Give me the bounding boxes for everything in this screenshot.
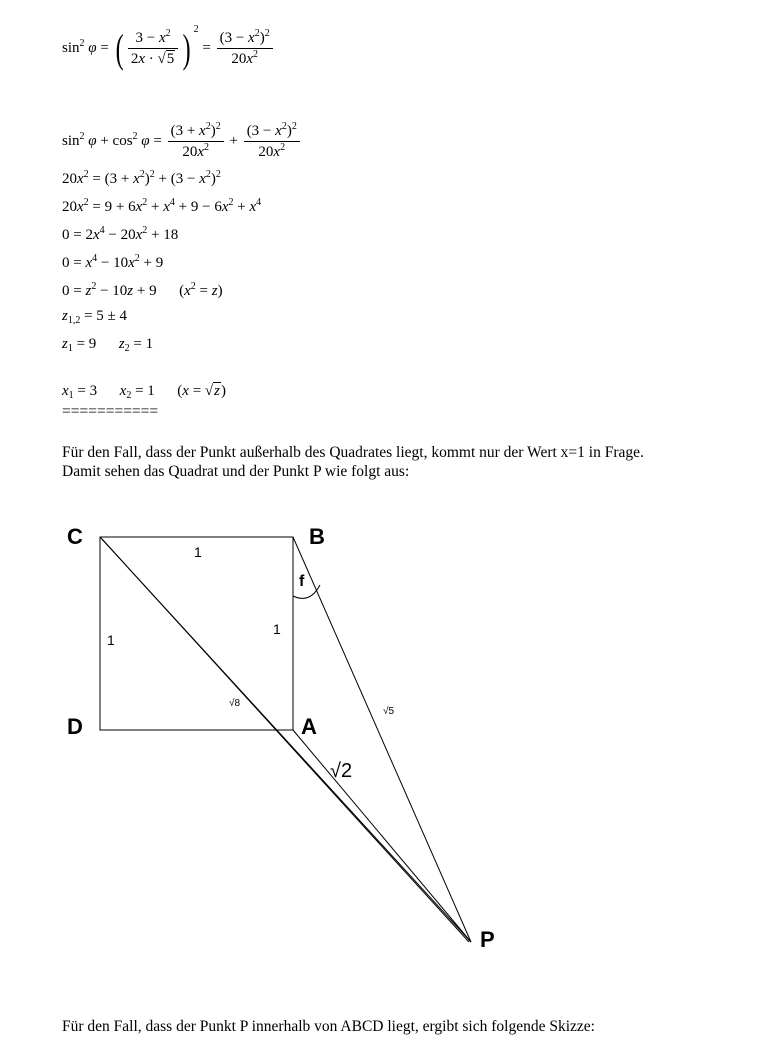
paragraph-inside-case: Für den Fall, dass der Punkt P innerhalb von ABCD liegt, ergibt sich folgende Skizze:: [62, 1018, 595, 1035]
side-right-label: 1: [273, 621, 281, 637]
equation-line-10: $x_1 = 3$ $x_2 = 1$ (x = √z): [62, 383, 226, 401]
square-abcd: [100, 537, 293, 730]
point-p-label: P: [480, 927, 495, 952]
angle-label: f: [299, 573, 305, 590]
vertex-c-label: C: [67, 524, 83, 549]
equation-line-6: $0 = x^4 - 10x^2 + 9$: [62, 253, 164, 271]
side-top-label: 1: [194, 544, 202, 560]
angle-arc: [293, 585, 320, 598]
ap-length-label: √2: [330, 760, 353, 782]
line-d-p-near: [102, 539, 469, 942]
separator-line: ===========: [62, 403, 159, 420]
side-left-label: 1: [107, 632, 115, 648]
equation-line-3: $20x^2 = (3 + x^2)^2 + (3 - x^2)^2$: [62, 169, 221, 187]
line-b-p: [293, 537, 471, 942]
equation-line-8: $z_{1,2} = 5 \pm 4$: [62, 308, 128, 326]
vertex-a-label: A: [301, 714, 317, 739]
equation-line-7: $0 = z^2 - 10z + 9$ $(x^2 = z)$: [62, 281, 223, 299]
bp-length-label: √5: [383, 706, 395, 717]
equation-pythagoras-identity: $\sin^2 \varphi + \cos^2 \varphi$ = $\frac{(3 + x^2)^2}{20x^2}$ + $\frac{(3 - x^2)^2}{20x^2}$: [62, 121, 302, 162]
paragraph-sketch-intro: Damit sehen das Quadrat und der Punkt P wie folgt aus:: [62, 463, 410, 480]
diagonal-length-label: √8: [229, 698, 241, 709]
line-a-p: [293, 730, 471, 942]
equation-sin2phi: $\sin^2 \varphi$ = ( $\frac{3 - x^2}{2x \cdot √5}$ ) $^2$ = $\frac{(3 - x^2)^2}{20x^2}$: [62, 28, 275, 69]
vertex-d-label: D: [67, 714, 83, 739]
paragraph-outside-case: Für den Fall, dass der Punkt außerhalb des Quadrates liegt, kommt nur der Wert x=1 in Frage.: [62, 444, 644, 461]
equation-line-5: $0 = 2x^4 - 20x^2 + 18$: [62, 225, 179, 243]
equation-line-9: $z_1 = 9$ $z_2 = 1$: [62, 336, 154, 354]
equation-line-4: $20x^2 = 9 + 6x^2 + x^4 + 9 - 6x^2 + x^4$: [62, 197, 262, 215]
vertex-b-label: B: [309, 524, 325, 549]
